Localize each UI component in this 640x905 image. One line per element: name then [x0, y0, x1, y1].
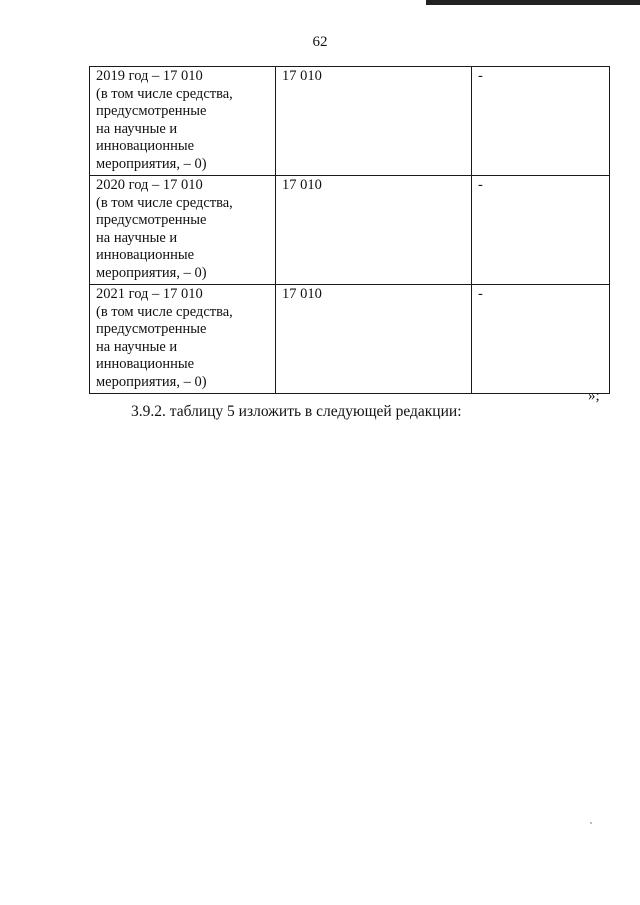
cell-line: 2020 год – 17 010 — [96, 177, 203, 193]
cell-line: на научные и — [96, 338, 178, 355]
scan-speck — [590, 822, 592, 824]
cell-line: инновационные — [96, 138, 195, 154]
cell-line: (в том числе средства, — [96, 194, 233, 211]
amount-cell: 17 010 — [276, 176, 472, 285]
instruction-paragraph: 3.9.2. таблицу 5 изложить в следующей редакции: — [131, 403, 462, 420]
cell-line: (в том числе средства, — [96, 303, 233, 320]
cell-line: инновационные — [96, 247, 195, 263]
cell-line: предусмотренные — [96, 103, 207, 119]
closing-quote-mark: »; — [588, 388, 600, 404]
dash-cell: - — [472, 176, 610, 285]
cell-line: на научные и — [96, 120, 178, 137]
scan-edge-rule — [426, 0, 640, 5]
cell-line: на научные и — [96, 229, 178, 246]
cell-line: предусмотренные — [96, 321, 207, 337]
amount-cell: 17 010 — [276, 285, 472, 394]
amount-cell: 17 010 — [276, 67, 472, 176]
cell-line: 2019 год – 17 010 — [96, 68, 203, 84]
cell-line: мероприятия, – 0) — [96, 155, 207, 172]
page-number: 62 — [312, 34, 328, 50]
cell-line: инновационные — [96, 356, 195, 372]
cell-line: предусмотренные — [96, 212, 207, 228]
dash-cell: - — [472, 67, 610, 176]
cell-line: (в том числе средства, — [96, 85, 233, 102]
table-row — [90, 176, 610, 285]
cell-line: мероприятия, – 0) — [96, 373, 207, 390]
cell-line: мероприятия, – 0) — [96, 264, 207, 281]
funding-table — [89, 66, 610, 394]
year-description-cell — [90, 176, 276, 285]
dash-cell: - — [472, 285, 610, 394]
table-row — [90, 67, 610, 176]
table-row — [90, 285, 610, 394]
cell-line: 2021 год – 17 010 — [96, 286, 203, 302]
year-description-cell — [90, 285, 276, 394]
year-description-cell — [90, 67, 276, 176]
